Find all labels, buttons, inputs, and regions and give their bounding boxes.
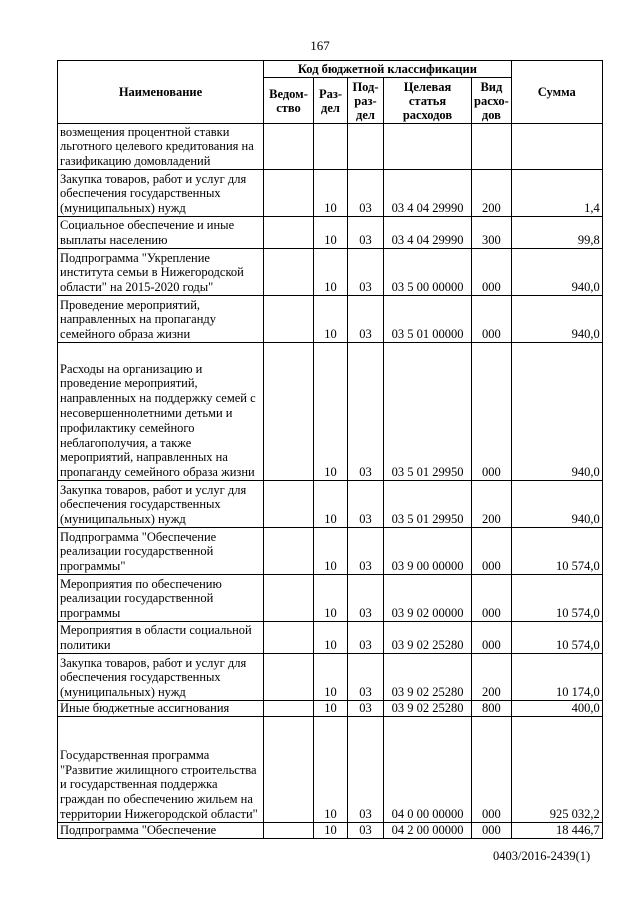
- row-podrazdel: 03: [348, 217, 384, 249]
- row-razdel: 10: [314, 822, 348, 838]
- row-razdel: 10: [314, 701, 348, 717]
- row-razdel: 10: [314, 249, 348, 296]
- row-razdel: 10: [314, 296, 348, 343]
- table-row: [58, 622, 603, 654]
- row-name: Подпрограмма "Обеспечение реализации государственной программы": [58, 528, 264, 575]
- row-target: 03 9 00 00000: [384, 528, 472, 575]
- row-podrazdel: 03: [348, 622, 384, 654]
- row-vid: 200: [472, 481, 512, 528]
- row-sum: 18 446,7: [511, 822, 602, 838]
- row-sum: 10 574,0: [511, 622, 602, 654]
- header-podrazdel: Под-раз-дел: [348, 78, 384, 124]
- row-vid: 200: [472, 654, 512, 701]
- row-podrazdel: 03: [348, 249, 384, 296]
- row-podrazdel: 03: [348, 716, 384, 822]
- row-podrazdel: 03: [348, 528, 384, 575]
- row-target: [384, 124, 472, 170]
- row-razdel: 10: [314, 654, 348, 701]
- row-vid: 000: [472, 822, 512, 838]
- row-vid: 000: [472, 622, 512, 654]
- row-podrazdel: 03: [348, 170, 384, 217]
- page-number: 167: [310, 38, 330, 53]
- table-row: [58, 170, 603, 217]
- table-row: [58, 217, 603, 249]
- row-sum: 940,0: [511, 296, 602, 343]
- table-row: [58, 701, 603, 717]
- table-row: [58, 249, 603, 296]
- row-vid: 800: [472, 701, 512, 717]
- row-vedomstvo: [264, 296, 314, 343]
- header-sum: Сумма: [511, 61, 602, 124]
- row-vedomstvo: [264, 575, 314, 622]
- row-target: 03 5 00 00000: [384, 249, 472, 296]
- row-vid: 000: [472, 296, 512, 343]
- table-body: [58, 124, 603, 839]
- row-razdel: 10: [314, 170, 348, 217]
- table-row: [58, 822, 603, 838]
- row-vedomstvo: [264, 249, 314, 296]
- row-sum: 10 574,0: [511, 575, 602, 622]
- row-name: Государственная программа "Развитие жилищного строительства и государственная поддержка граждан по обеспечению жильем на территории Нижегородской области": [58, 716, 264, 822]
- row-vedomstvo: [264, 170, 314, 217]
- header-name: Наименование: [58, 61, 264, 124]
- row-name: Закупка товаров, работ и услуг для обеспечения государственных (муниципальных) нужд: [58, 481, 264, 528]
- row-target: 03 5 01 00000: [384, 296, 472, 343]
- row-sum: 925 032,2: [511, 716, 602, 822]
- row-name: Иные бюджетные ассигнования: [58, 701, 264, 717]
- row-vedomstvo: [264, 217, 314, 249]
- row-vid: 000: [472, 249, 512, 296]
- row-vid: 000: [472, 343, 512, 481]
- row-vid: [472, 124, 512, 170]
- row-sum: 940,0: [511, 481, 602, 528]
- table-row: [58, 296, 603, 343]
- row-podrazdel: 03: [348, 481, 384, 528]
- row-razdel: 10: [314, 716, 348, 822]
- row-razdel: 10: [314, 575, 348, 622]
- row-name: Подпрограмма "Укрепление института семьи в Нижегородской области" на 2015-2020 годы": [58, 249, 264, 296]
- table-row: [58, 124, 603, 170]
- row-sum: 400,0: [511, 701, 602, 717]
- row-vid: 000: [472, 716, 512, 822]
- header-code-group: Код бюджетной классификации: [264, 61, 512, 78]
- row-sum: 10 574,0: [511, 528, 602, 575]
- row-vedomstvo: [264, 654, 314, 701]
- row-vedomstvo: [264, 528, 314, 575]
- row-razdel: 10: [314, 528, 348, 575]
- table-row: [58, 575, 603, 622]
- row-target: 03 5 01 29950: [384, 343, 472, 481]
- row-vedomstvo: [264, 124, 314, 170]
- row-razdel: 10: [314, 343, 348, 481]
- header-razdel: Раз-дел: [314, 78, 348, 124]
- table-row: [58, 481, 603, 528]
- row-target: 03 4 04 29990: [384, 170, 472, 217]
- row-vid: 000: [472, 575, 512, 622]
- row-name: Закупка товаров, работ и услуг для обеспечения государственных (муниципальных) нужд: [58, 654, 264, 701]
- row-sum: 1,4: [511, 170, 602, 217]
- row-podrazdel: 03: [348, 343, 384, 481]
- row-target: 03 4 04 29990: [384, 217, 472, 249]
- row-vedomstvo: [264, 822, 314, 838]
- budget-table: [57, 60, 603, 839]
- row-podrazdel: 03: [348, 296, 384, 343]
- row-sum: 99,8: [511, 217, 602, 249]
- footer-code: 0403/2016-2439(1): [493, 849, 591, 863]
- row-name: Мероприятия в области социальной политики: [58, 622, 264, 654]
- table-row: [58, 528, 603, 575]
- row-podrazdel: [348, 124, 384, 170]
- row-target: 03 5 01 29950: [384, 481, 472, 528]
- row-target: 04 2 00 00000: [384, 822, 472, 838]
- row-vid: 300: [472, 217, 512, 249]
- row-vid: 200: [472, 170, 512, 217]
- row-razdel: 10: [314, 481, 348, 528]
- row-vedomstvo: [264, 481, 314, 528]
- row-target: 03 9 02 00000: [384, 575, 472, 622]
- row-target: 03 9 02 25280: [384, 654, 472, 701]
- table-row: [58, 343, 603, 481]
- row-sum: 10 174,0: [511, 654, 602, 701]
- row-sum: 940,0: [511, 249, 602, 296]
- row-target: 04 0 00 00000: [384, 716, 472, 822]
- row-razdel: 10: [314, 622, 348, 654]
- row-podrazdel: 03: [348, 822, 384, 838]
- row-vedomstvo: [264, 716, 314, 822]
- row-vedomstvo: [264, 701, 314, 717]
- table-row: [58, 716, 603, 822]
- row-vedomstvo: [264, 622, 314, 654]
- row-target: 03 9 02 25280: [384, 622, 472, 654]
- row-podrazdel: 03: [348, 654, 384, 701]
- row-name: Закупка товаров, работ и услуг для обеспечения государственных (муниципальных) нужд: [58, 170, 264, 217]
- row-name: Социальное обеспечение и иные выплаты населению: [58, 217, 264, 249]
- row-name: Проведение мероприятий, направленных на пропаганду семейного образа жизни: [58, 296, 264, 343]
- row-razdel: 10: [314, 217, 348, 249]
- header-vedomstvo: Ведом-ство: [264, 78, 314, 124]
- header-vid: Вид расхо-дов: [472, 78, 512, 124]
- row-razdel: [314, 124, 348, 170]
- row-podrazdel: 03: [348, 701, 384, 717]
- table-row: [58, 654, 603, 701]
- row-podrazdel: 03: [348, 575, 384, 622]
- row-name: Расходы на организацию и проведение мероприятий, направленных на поддержку семей с несовершеннолетними детьми и профилактику семейного неблагополучия, а также мероприятий, направленных на пропаганду семейного образа жизни: [58, 343, 264, 481]
- row-name: возмещения процентной ставки льготного целевого кредитования на газификацию домовладений: [58, 124, 264, 170]
- row-sum: [511, 124, 602, 170]
- row-name: Мероприятия по обеспечению реализации государственной программы: [58, 575, 264, 622]
- row-name: Подпрограмма "Обеспечение: [58, 822, 264, 838]
- row-target: 03 9 02 25280: [384, 701, 472, 717]
- header-target: Целевая статья расходов: [384, 78, 472, 124]
- row-vedomstvo: [264, 343, 314, 481]
- row-vid: 000: [472, 528, 512, 575]
- row-sum: 940,0: [511, 343, 602, 481]
